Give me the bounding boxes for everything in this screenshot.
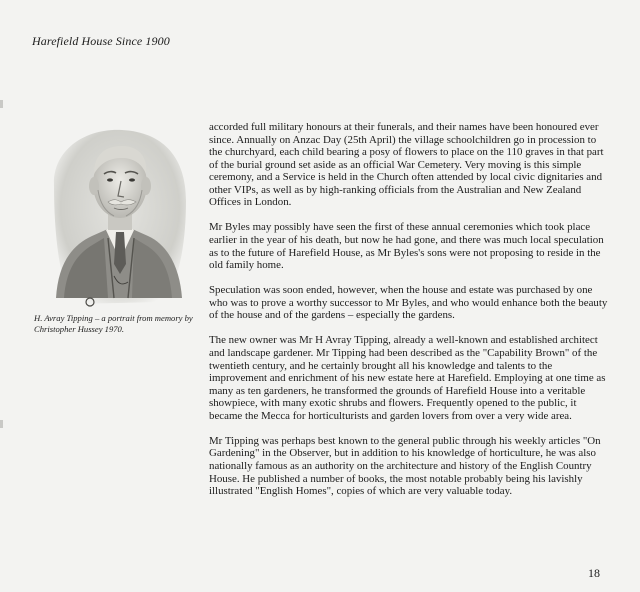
page-number: 18 [588,566,600,580]
portrait-sketch-icon [44,126,192,312]
portrait-caption: H. Avray Tipping – a portrait from memory by Christopher Hussey 1970. [34,313,193,334]
paragraph: Mr Byles may possibly have seen the first of these annual ceremonies which took place earlier in the year of his death, but now he had gone, and there was much local speculation as to the future of Harefield House, as Mr Byles's sons were not proposing to reside in the old family home. [209,221,604,272]
margin-mark [0,100,3,108]
article-body [209,121,609,510]
paragraph: accorded full military honours at their funerals, and their names have been honoured ever since. Annually on Anzac Day (25th April) the village schoolchildren go in procession to the churchyard, each child bearing a posy of flowers to place on the 110 graves in that part of the burial ground set aside as an official War Cemetery. Very moving is this simple ceremony, and a Service is held in the Church often attended by local civic dignitaries and other VIPs, as well as by high-ranking officials from the Australian and New Zealand Offices in London. [209,121,604,209]
margin-mark [0,420,3,428]
running-header: Harefield House Since 1900 [32,34,170,48]
paragraph: Mr Tipping was perhaps best known to the general public through his weekly articles "On Gardening" in the Observer, but in addition to his knowledge of horticulture, he was also nationally famous as an authority on the architecture and history of the English Country House. He published a number of books, the most notable probably being his lavishly illustrated "English Homes", copies of which are very valuable today. [209,434,601,498]
paragraph: Speculation was soon ended, however, when the house and estate was purchased by one who was to prove a worthy successor to Mr Byles, and who would enhance both the beauty of the house and of the gardens – especially the gardens. [209,284,608,322]
paragraph: The new owner was Mr H Avray Tipping, already a well-known and established architect and landscape gardener. Mr Tipping had been described as the "Capability Brown" of the twentieth century, and he certainly brought all his knowledge and talents to the improvement and enrichment of his new estate here at Harefield. Employing at one time as many as ten gardeners, he transformed the grounds of Harefield House into a veritable showpiece, with many exotic shrubs and flowers. Frequently opened to the public, it became the Mecca for horticulturists and garden lovers from over a very wide area. [209,334,606,422]
portrait-illustration [44,126,192,312]
